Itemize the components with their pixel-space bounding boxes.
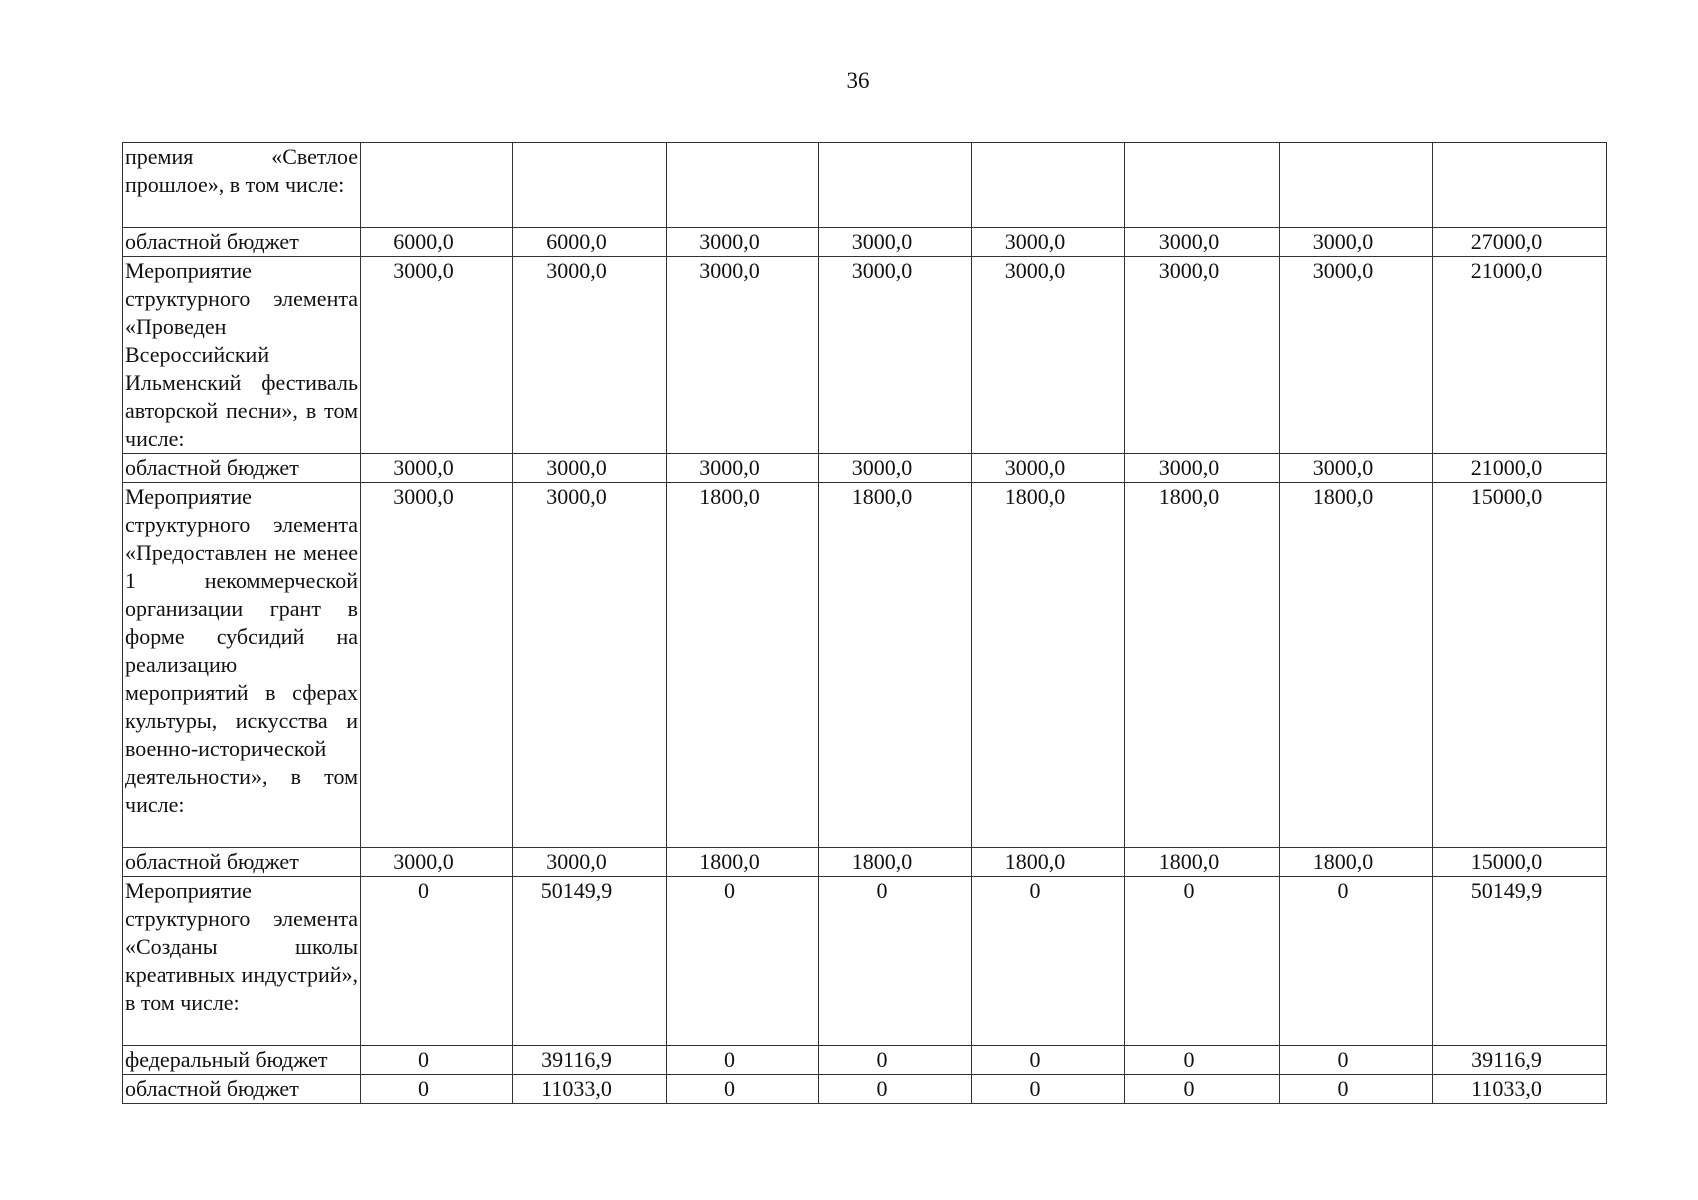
cell-value: 3000,0 bbox=[1158, 258, 1220, 283]
value-cell bbox=[972, 257, 1125, 454]
table-row bbox=[123, 1046, 1607, 1075]
row-label: областной бюджет bbox=[123, 848, 361, 877]
value-cell bbox=[1280, 1046, 1433, 1075]
table-row bbox=[123, 877, 1607, 1046]
value-cell bbox=[667, 848, 819, 877]
cell-value: 1800,0 bbox=[1312, 849, 1374, 874]
cell-value: 0 bbox=[724, 878, 735, 903]
cell-value: 6000,0 bbox=[546, 229, 607, 254]
cell-value: 1800,0 bbox=[1312, 484, 1374, 509]
cell-value: 1800,0 bbox=[1004, 849, 1066, 874]
value-cell bbox=[1125, 877, 1280, 1046]
value-cell bbox=[1280, 454, 1433, 483]
value-cell bbox=[1433, 877, 1607, 1046]
value-cell bbox=[972, 848, 1125, 877]
value-cell bbox=[361, 143, 513, 228]
cell-value: 0 bbox=[1337, 1076, 1349, 1101]
cell-value: 0 bbox=[418, 1047, 429, 1072]
cell-value: 50149,9 bbox=[540, 878, 613, 903]
cell-value: 0 bbox=[1183, 1047, 1195, 1072]
value-cell bbox=[513, 228, 667, 257]
value-cell bbox=[972, 877, 1125, 1046]
value-cell bbox=[1280, 257, 1433, 454]
value-cell bbox=[667, 454, 819, 483]
cell-value: 15000,0 bbox=[1470, 849, 1543, 874]
table-row bbox=[123, 483, 1607, 848]
value-cell bbox=[1433, 454, 1607, 483]
cell-value: 27000,0 bbox=[1470, 229, 1543, 254]
cell-value: 3000,0 bbox=[1158, 455, 1220, 480]
value-cell bbox=[819, 848, 972, 877]
value-cell bbox=[1280, 848, 1433, 877]
value-cell bbox=[513, 483, 667, 848]
table-body bbox=[123, 143, 1607, 1104]
cell-value: 0 bbox=[724, 1047, 735, 1072]
cell-value: 11033,0 bbox=[1471, 1076, 1542, 1101]
value-cell bbox=[667, 257, 819, 454]
value-cell bbox=[513, 454, 667, 483]
row-label: Мероприятие структурного элемента «Проведен Всероссийский Ильменский фестиваль авторской песни», в том числе: bbox=[123, 257, 361, 454]
cell-value: 3000,0 bbox=[393, 258, 454, 283]
cell-value: 1800,0 bbox=[699, 484, 760, 509]
cell-value: 3000,0 bbox=[546, 484, 607, 509]
value-cell bbox=[1125, 483, 1280, 848]
row-label: Мероприятие структурного элемента «Предоставлен не менее 1 некоммерческой организации грант в форме субсидий на реализацию мероприятий в сферах культуры, искусства и военно-исторической деятельности», в том числе: bbox=[123, 483, 361, 848]
value-cell bbox=[1125, 848, 1280, 877]
cell-value: 0 bbox=[724, 1076, 735, 1101]
cell-value: 3000,0 bbox=[546, 455, 607, 480]
cell-value: 3000,0 bbox=[699, 455, 760, 480]
cell-value: 0 bbox=[876, 1047, 888, 1072]
value-cell bbox=[513, 257, 667, 454]
cell-value: 1800,0 bbox=[1004, 484, 1066, 509]
value-cell bbox=[513, 1075, 667, 1104]
value-cell bbox=[1125, 143, 1280, 228]
table-row bbox=[123, 848, 1607, 877]
value-cell bbox=[667, 483, 819, 848]
row-label: областной бюджет bbox=[123, 1075, 361, 1104]
value-cell bbox=[1433, 1046, 1607, 1075]
cell-value: 3000,0 bbox=[1004, 455, 1066, 480]
cell-value: 3000,0 bbox=[851, 229, 913, 254]
value-cell bbox=[1433, 143, 1607, 228]
cell-value: 3000,0 bbox=[393, 455, 454, 480]
value-cell bbox=[1280, 1075, 1433, 1104]
cell-value: 0 bbox=[1029, 1047, 1041, 1072]
cell-value: 3000,0 bbox=[1004, 229, 1066, 254]
value-cell bbox=[819, 1046, 972, 1075]
cell-value: 3000,0 bbox=[851, 455, 913, 480]
page-number: 36 bbox=[846, 68, 870, 93]
value-cell bbox=[972, 454, 1125, 483]
value-cell bbox=[361, 454, 513, 483]
value-cell bbox=[819, 454, 972, 483]
value-cell bbox=[972, 1075, 1125, 1104]
value-cell bbox=[361, 877, 513, 1046]
value-cell bbox=[513, 1046, 667, 1075]
row-label: премия «Светлое прошлое», в том числе: bbox=[123, 143, 361, 228]
cell-value: 0 bbox=[1337, 878, 1349, 903]
cell-value: 3000,0 bbox=[393, 849, 454, 874]
row-label: федеральный бюджет bbox=[123, 1046, 361, 1075]
cell-value: 3000,0 bbox=[393, 484, 454, 509]
value-cell bbox=[1433, 848, 1607, 877]
cell-value: 0 bbox=[1183, 1076, 1195, 1101]
cell-value: 1800,0 bbox=[1158, 849, 1220, 874]
cell-value: 1800,0 bbox=[851, 849, 913, 874]
cell-value: 0 bbox=[1183, 878, 1195, 903]
value-cell bbox=[667, 228, 819, 257]
value-cell bbox=[667, 1075, 819, 1104]
cell-value: 3000,0 bbox=[1004, 258, 1066, 283]
cell-value: 15000,0 bbox=[1470, 484, 1543, 509]
cell-value: 39116,9 bbox=[541, 1047, 612, 1072]
value-cell bbox=[819, 143, 972, 228]
value-cell bbox=[1125, 454, 1280, 483]
value-cell bbox=[1280, 143, 1433, 228]
cell-value: 6000,0 bbox=[393, 229, 454, 254]
value-cell bbox=[1125, 228, 1280, 257]
value-cell bbox=[667, 877, 819, 1046]
value-cell bbox=[1280, 483, 1433, 848]
cell-value: 3000,0 bbox=[1158, 229, 1220, 254]
cell-value: 39116,9 bbox=[1471, 1047, 1542, 1072]
value-cell bbox=[361, 1046, 513, 1075]
value-cell bbox=[361, 483, 513, 848]
table-row bbox=[123, 257, 1607, 454]
cell-value: 0 bbox=[1029, 1076, 1041, 1101]
table-row bbox=[123, 454, 1607, 483]
value-cell bbox=[1433, 483, 1607, 848]
value-cell bbox=[819, 877, 972, 1046]
cell-value: 1800,0 bbox=[851, 484, 913, 509]
cell-value: 50149,9 bbox=[1470, 878, 1543, 903]
value-cell bbox=[361, 848, 513, 877]
cell-value: 3000,0 bbox=[1312, 455, 1374, 480]
value-cell bbox=[1433, 1075, 1607, 1104]
value-cell bbox=[819, 228, 972, 257]
cell-value: 0 bbox=[876, 1076, 888, 1101]
row-label: Мероприятие структурного элемента «Созданы школы креативных индустрий», в том числе: bbox=[123, 877, 361, 1046]
value-cell bbox=[1280, 877, 1433, 1046]
cell-value: 0 bbox=[876, 878, 888, 903]
row-label: областной бюджет bbox=[123, 454, 361, 483]
value-cell bbox=[513, 848, 667, 877]
cell-value: 3000,0 bbox=[1312, 229, 1374, 254]
value-cell bbox=[1125, 1075, 1280, 1104]
value-cell bbox=[513, 877, 667, 1046]
cell-value: 0 bbox=[418, 878, 429, 903]
value-cell bbox=[513, 143, 667, 228]
cell-value: 3000,0 bbox=[851, 258, 913, 283]
cell-value: 3000,0 bbox=[546, 849, 607, 874]
cell-value: 21000,0 bbox=[1470, 258, 1543, 283]
table-row bbox=[123, 143, 1607, 228]
cell-value: 0 bbox=[418, 1076, 429, 1101]
table-row bbox=[123, 1075, 1607, 1104]
value-cell bbox=[1433, 257, 1607, 454]
value-cell bbox=[819, 1075, 972, 1104]
table-row bbox=[123, 228, 1607, 257]
value-cell bbox=[972, 1046, 1125, 1075]
value-cell bbox=[667, 1046, 819, 1075]
value-cell bbox=[819, 257, 972, 454]
value-cell bbox=[361, 257, 513, 454]
budget-table bbox=[122, 142, 1607, 1104]
cell-value: 1800,0 bbox=[699, 849, 760, 874]
value-cell bbox=[972, 143, 1125, 228]
cell-value: 1800,0 bbox=[1158, 484, 1220, 509]
value-cell bbox=[361, 228, 513, 257]
cell-value: 0 bbox=[1337, 1047, 1349, 1072]
cell-value: 3000,0 bbox=[699, 258, 760, 283]
value-cell bbox=[972, 483, 1125, 848]
cell-value: 21000,0 bbox=[1470, 455, 1543, 480]
row-label: областной бюджет bbox=[123, 228, 361, 257]
value-cell bbox=[1125, 1046, 1280, 1075]
cell-value: 11033,0 bbox=[541, 1076, 612, 1101]
value-cell bbox=[1433, 228, 1607, 257]
cell-value: 3000,0 bbox=[546, 258, 607, 283]
value-cell bbox=[972, 228, 1125, 257]
value-cell bbox=[1280, 228, 1433, 257]
value-cell bbox=[1125, 257, 1280, 454]
value-cell bbox=[361, 1075, 513, 1104]
value-cell bbox=[667, 143, 819, 228]
value-cell bbox=[819, 483, 972, 848]
cell-value: 3000,0 bbox=[1312, 258, 1374, 283]
cell-value: 0 bbox=[1029, 878, 1041, 903]
cell-value: 3000,0 bbox=[699, 229, 760, 254]
